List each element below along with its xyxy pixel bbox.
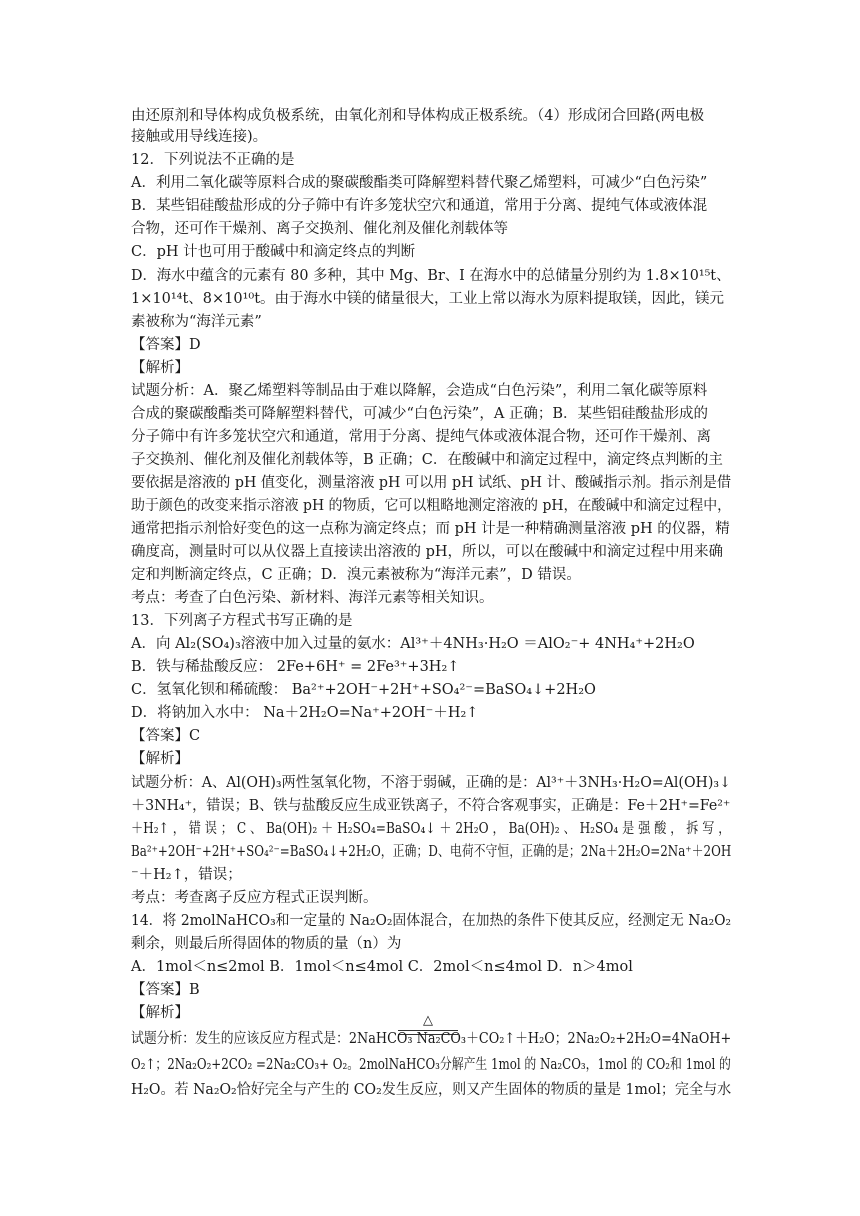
answer-label: 【答案】C — [131, 728, 201, 744]
analysis-text: 助于颜色的改变来指示溶液 pH 的物质，它可以粗略地测定溶液的 pH，在酸碱中和滴定过程中， — [131, 498, 732, 514]
answer-label: 【答案】D — [131, 337, 201, 353]
text-line: 由还原剂和导体构成负极系统，由氧化剂和导体构成正极系统。（4）形成闭合回路(两电极 — [131, 108, 705, 124]
option-a: A．利用二氧化碳等原料合成的聚碳酸酯类可降解塑料替代聚乙烯塑料，可减少“白色污染” — [131, 175, 708, 191]
analysis-text: H₂O。若 Na₂O₂恰好完全与产生的 CO₂发生反应，则又产生固体的物质的量是 1mol；完全与水 — [131, 1082, 732, 1098]
analysis-text: 试题分析：A、Al(OH)₃两性氢氧化物，不溶于弱碱，正确的是：Al³⁺＋3NH₃·H₂O=Al(OH)₃↓ — [131, 775, 731, 791]
analysis-text: 合成的聚碳酸酯类可降解塑料替代，可减少“白色污染”，A 正确；B．某些铝硅酸盐形成的 — [131, 406, 709, 422]
analysis-text: ＋3NH₄⁺，错误；B、铁与盐酸反应生成亚铁离子，不符合客观事实，正确是：Fe＋2H⁺=Fe²⁺ — [131, 798, 731, 814]
answer-label: 【答案】B — [131, 982, 200, 998]
option-c: C．氢氧化钡和稀硫酸： Ba²⁺+2OH⁻+2H⁺+SO₄²⁻=BaSO₄↓+2H₂O — [131, 682, 596, 698]
option-b-cont: 合物，还可作干燥剂、离子交换剂、催化剂及催化剂载体等 — [131, 221, 508, 237]
analysis-text: 确度高，测量时可以从仪器上直接读出溶液的 pH，所以，可以在酸碱中和滴定过程中用来确 — [131, 544, 724, 560]
question-12-stem: 12．下列说法不正确的是 — [131, 152, 295, 168]
option-d: D．海水中蕴含的元素有 80 多种，其中 Mg、Br、I 在海水中的总储量分别约为 1.8×10¹⁵t、 — [131, 268, 731, 284]
analysis-text: O₂↑；2Na₂O₂+2CO₂ =2Na₂CO₃+ O₂。2molNaHCO₃分解产生 1mol 的 Na₂CO₃，1mol 的 CO₂和 1mol 的 — [131, 1057, 731, 1073]
analysis-text: 通常把指示剂恰好变色的这一点称为滴定终点；而 pH 计是一种精确测量溶液 pH 的仪器，精 — [131, 521, 730, 537]
analysis-text: 分子筛中有许多笼状空穴和通道，常用于分离、提纯气体或液体混合物，还可作干燥剂、离 — [131, 429, 711, 445]
option-d-cont: 素被称为“海洋元素” — [131, 314, 262, 330]
option-a: A．向 Al₂(SO₄)₃溶液中加入过量的氨水：Al³⁺＋4NH₃·H₂O ＝AlO₂⁻+ 4NH₄⁺+2H₂O — [131, 636, 695, 652]
option-b: B．某些铝硅酸盐形成的分子筛中有许多笼状空穴和通道，常用于分离、提纯气体或液体混 — [131, 198, 708, 214]
key-point: 考点：考查了白色污染、新材料、海洋元素等相关知识。 — [131, 590, 494, 606]
analysis-text: 子交换剂、催化剂及催化剂载体等，B 正确；C．在酸碱中和滴定过程中，滴定终点判断的主 — [131, 452, 723, 468]
analysis-text: ＋H₂↑ ， 错 误 ； C 、 Ba(OH)₂ ＋ H₂SO₄=BaSO₄↓ ＋ 2H₂O ， Ba(OH)₂ 、 H₂SO₄ 是 强 酸 ， 拆 写 ， — [131, 821, 731, 837]
analysis-text: 试题分析：发生的应该反应方程式是：2NaHCO₃ Na₂CO₃＋CO₂↑＋H₂O；2Na₂O₂+2H₂O=4NaOH+ — [131, 1031, 732, 1047]
question-14-stem-cont: 剩余，则最后所得固体的物质的量（n）为 — [131, 936, 402, 952]
analysis-text: Ba²⁺+2OH⁻+2H⁺+SO₄²⁻=BaSO₄↓+2H₂O，正确；D、电荷不守恒，正确的是；2Na＋2H₂O=2Na⁺＋2OH — [131, 844, 732, 860]
analysis-label: 【解析】 — [131, 751, 189, 767]
heat-symbol: △ — [423, 1013, 433, 1028]
analysis-text: 试题分析：A．聚乙烯塑料等制品由于难以降解，会造成“白色污染”，利用二氧化碳等原料 — [131, 383, 708, 399]
analysis-label: 【解析】 — [131, 1005, 189, 1021]
question-14-stem: 14．将 2molNaHCO₃和一定量的 Na₂O₂固体混合，在加热的条件下使其反应，经测定无 Na₂O₂ — [131, 913, 732, 929]
question-13-stem: 13．下列离子方程式书写正确的是 — [131, 613, 353, 629]
option-d: D．将钠加入水中： Na＋2H₂O=Na⁺+2OH⁻＋H₂↑ — [131, 705, 479, 721]
analysis-text: ⁻＋H₂↑，错误； — [131, 867, 242, 883]
key-point: 考点：考查离子反应方程式正误判断。 — [131, 890, 378, 906]
option-c: C．pH 计也可用于酸碱中和滴定终点的判断 — [131, 244, 416, 260]
analysis-text: 要依据是溶液的 pH 值变化，测量溶液 pH 可以用 pH 试纸、pH 计、酸碱指示剂。指示剂是借 — [131, 475, 732, 491]
option-d-cont: 1×10¹⁴t、8×10¹⁰t。由于海水中镁的储量很大，工业上常以海水为原料提取镁，因此，镁元 — [131, 291, 725, 307]
options-row: A．1mol＜n≤2mol B．1mol＜n≤4mol C．2mol＜n≤4mol D．n＞4mol — [131, 959, 633, 975]
text-line: 接触或用导线连接)。 — [131, 129, 268, 145]
analysis-text: 定和判断滴定终点，C 正确；D．溴元素被称为“海洋元素”，D 错误。 — [131, 567, 581, 583]
option-b: B．铁与稀盐酸反应： 2Fe+6H⁺ = 2Fe³⁺+3H₂↑ — [131, 659, 460, 675]
analysis-label: 【解析】 — [131, 360, 189, 376]
